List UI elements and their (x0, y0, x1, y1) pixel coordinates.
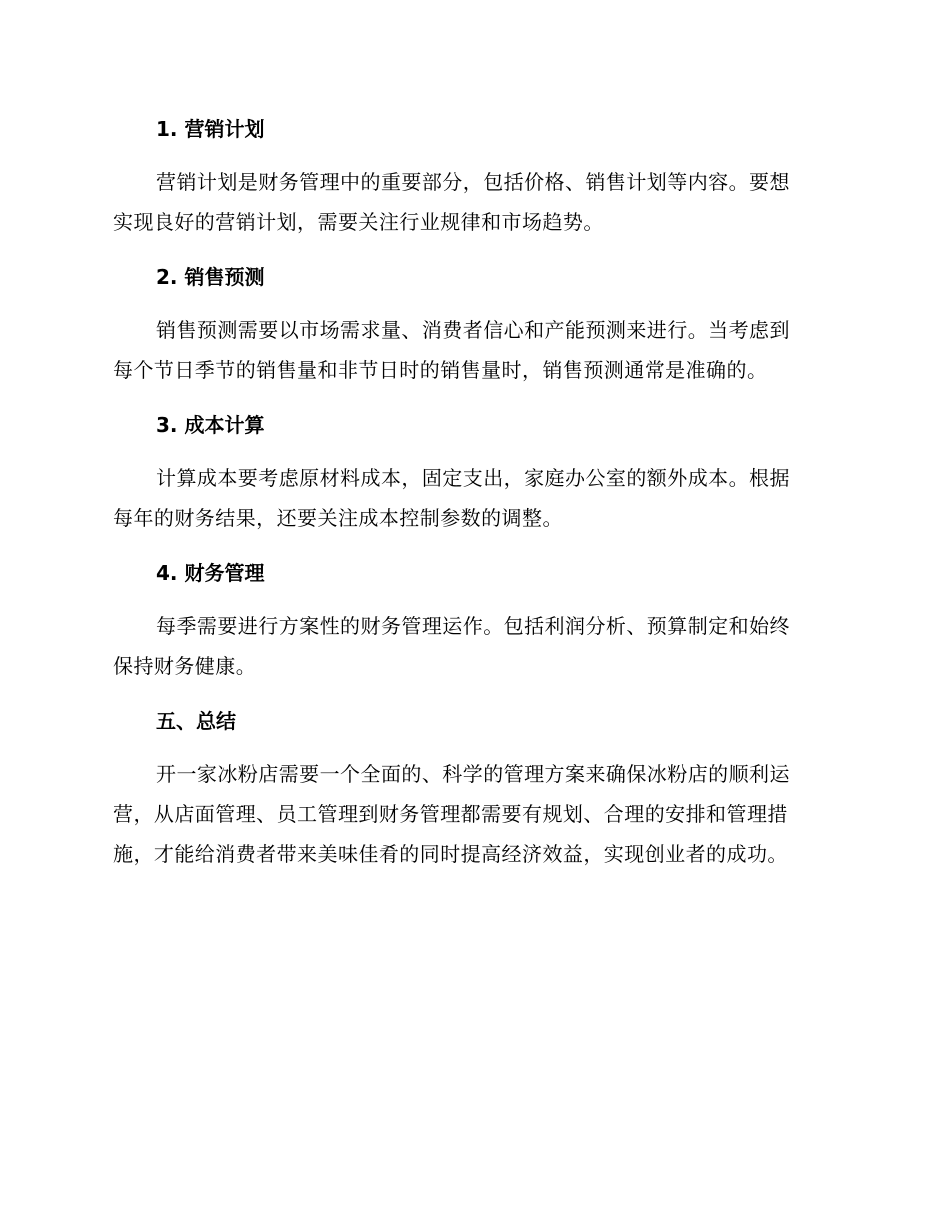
body-line: 保持财务健康。 (113, 654, 257, 678)
section-body-cost-calculation (113, 458, 830, 538)
body-line: 计算成本要考虑原材料成本，固定支出，家庭办公室的额外成本。根据 (156, 466, 790, 490)
section-body-summary (113, 754, 830, 874)
section-heading-marketing-plan: 1. 营销计划 (156, 117, 265, 141)
section-body-financial-management (113, 606, 830, 686)
body-line: 实现良好的营销计划，需要关注行业规律和市场趋势。 (113, 210, 604, 234)
section-heading-sales-forecast: 2. 销售预测 (156, 265, 265, 289)
body-line: 开一家冰粉店需要一个全面的、科学的管理方案来确保冰粉店的顺利运 (156, 762, 790, 786)
body-line: 营，从店面管理、员工管理到财务管理都需要有规划、合理的安排和管理措 (113, 802, 788, 826)
body-line: 每个节日季节的销售量和非节日时的销售量时，销售预测通常是准确的。 (113, 358, 768, 382)
section-heading-summary: 五、总结 (156, 709, 236, 733)
body-line: 每季需要进行方案性的财务管理运作。包括利润分析、预算制定和始终 (156, 614, 790, 638)
document-page (113, 112, 830, 892)
section-heading-cost-calculation: 3. 成本计算 (156, 413, 265, 437)
body-line: 销售预测需要以市场需求量、消费者信心和产能预测来进行。当考虑到 (156, 318, 790, 342)
section-heading-financial-management: 4. 财务管理 (156, 561, 265, 585)
body-line: 每年的财务结果，还要关注成本控制参数的调整。 (113, 506, 563, 530)
body-line: 营销计划是财务管理中的重要部分，包括价格、销售计划等内容。要想 (156, 170, 790, 194)
section-body-marketing-plan (113, 162, 830, 242)
body-line: 施，才能给消费者带来美味佳肴的同时提高经济效益，实现创业者的成功。 (113, 842, 788, 866)
section-body-sales-forecast (113, 310, 830, 390)
